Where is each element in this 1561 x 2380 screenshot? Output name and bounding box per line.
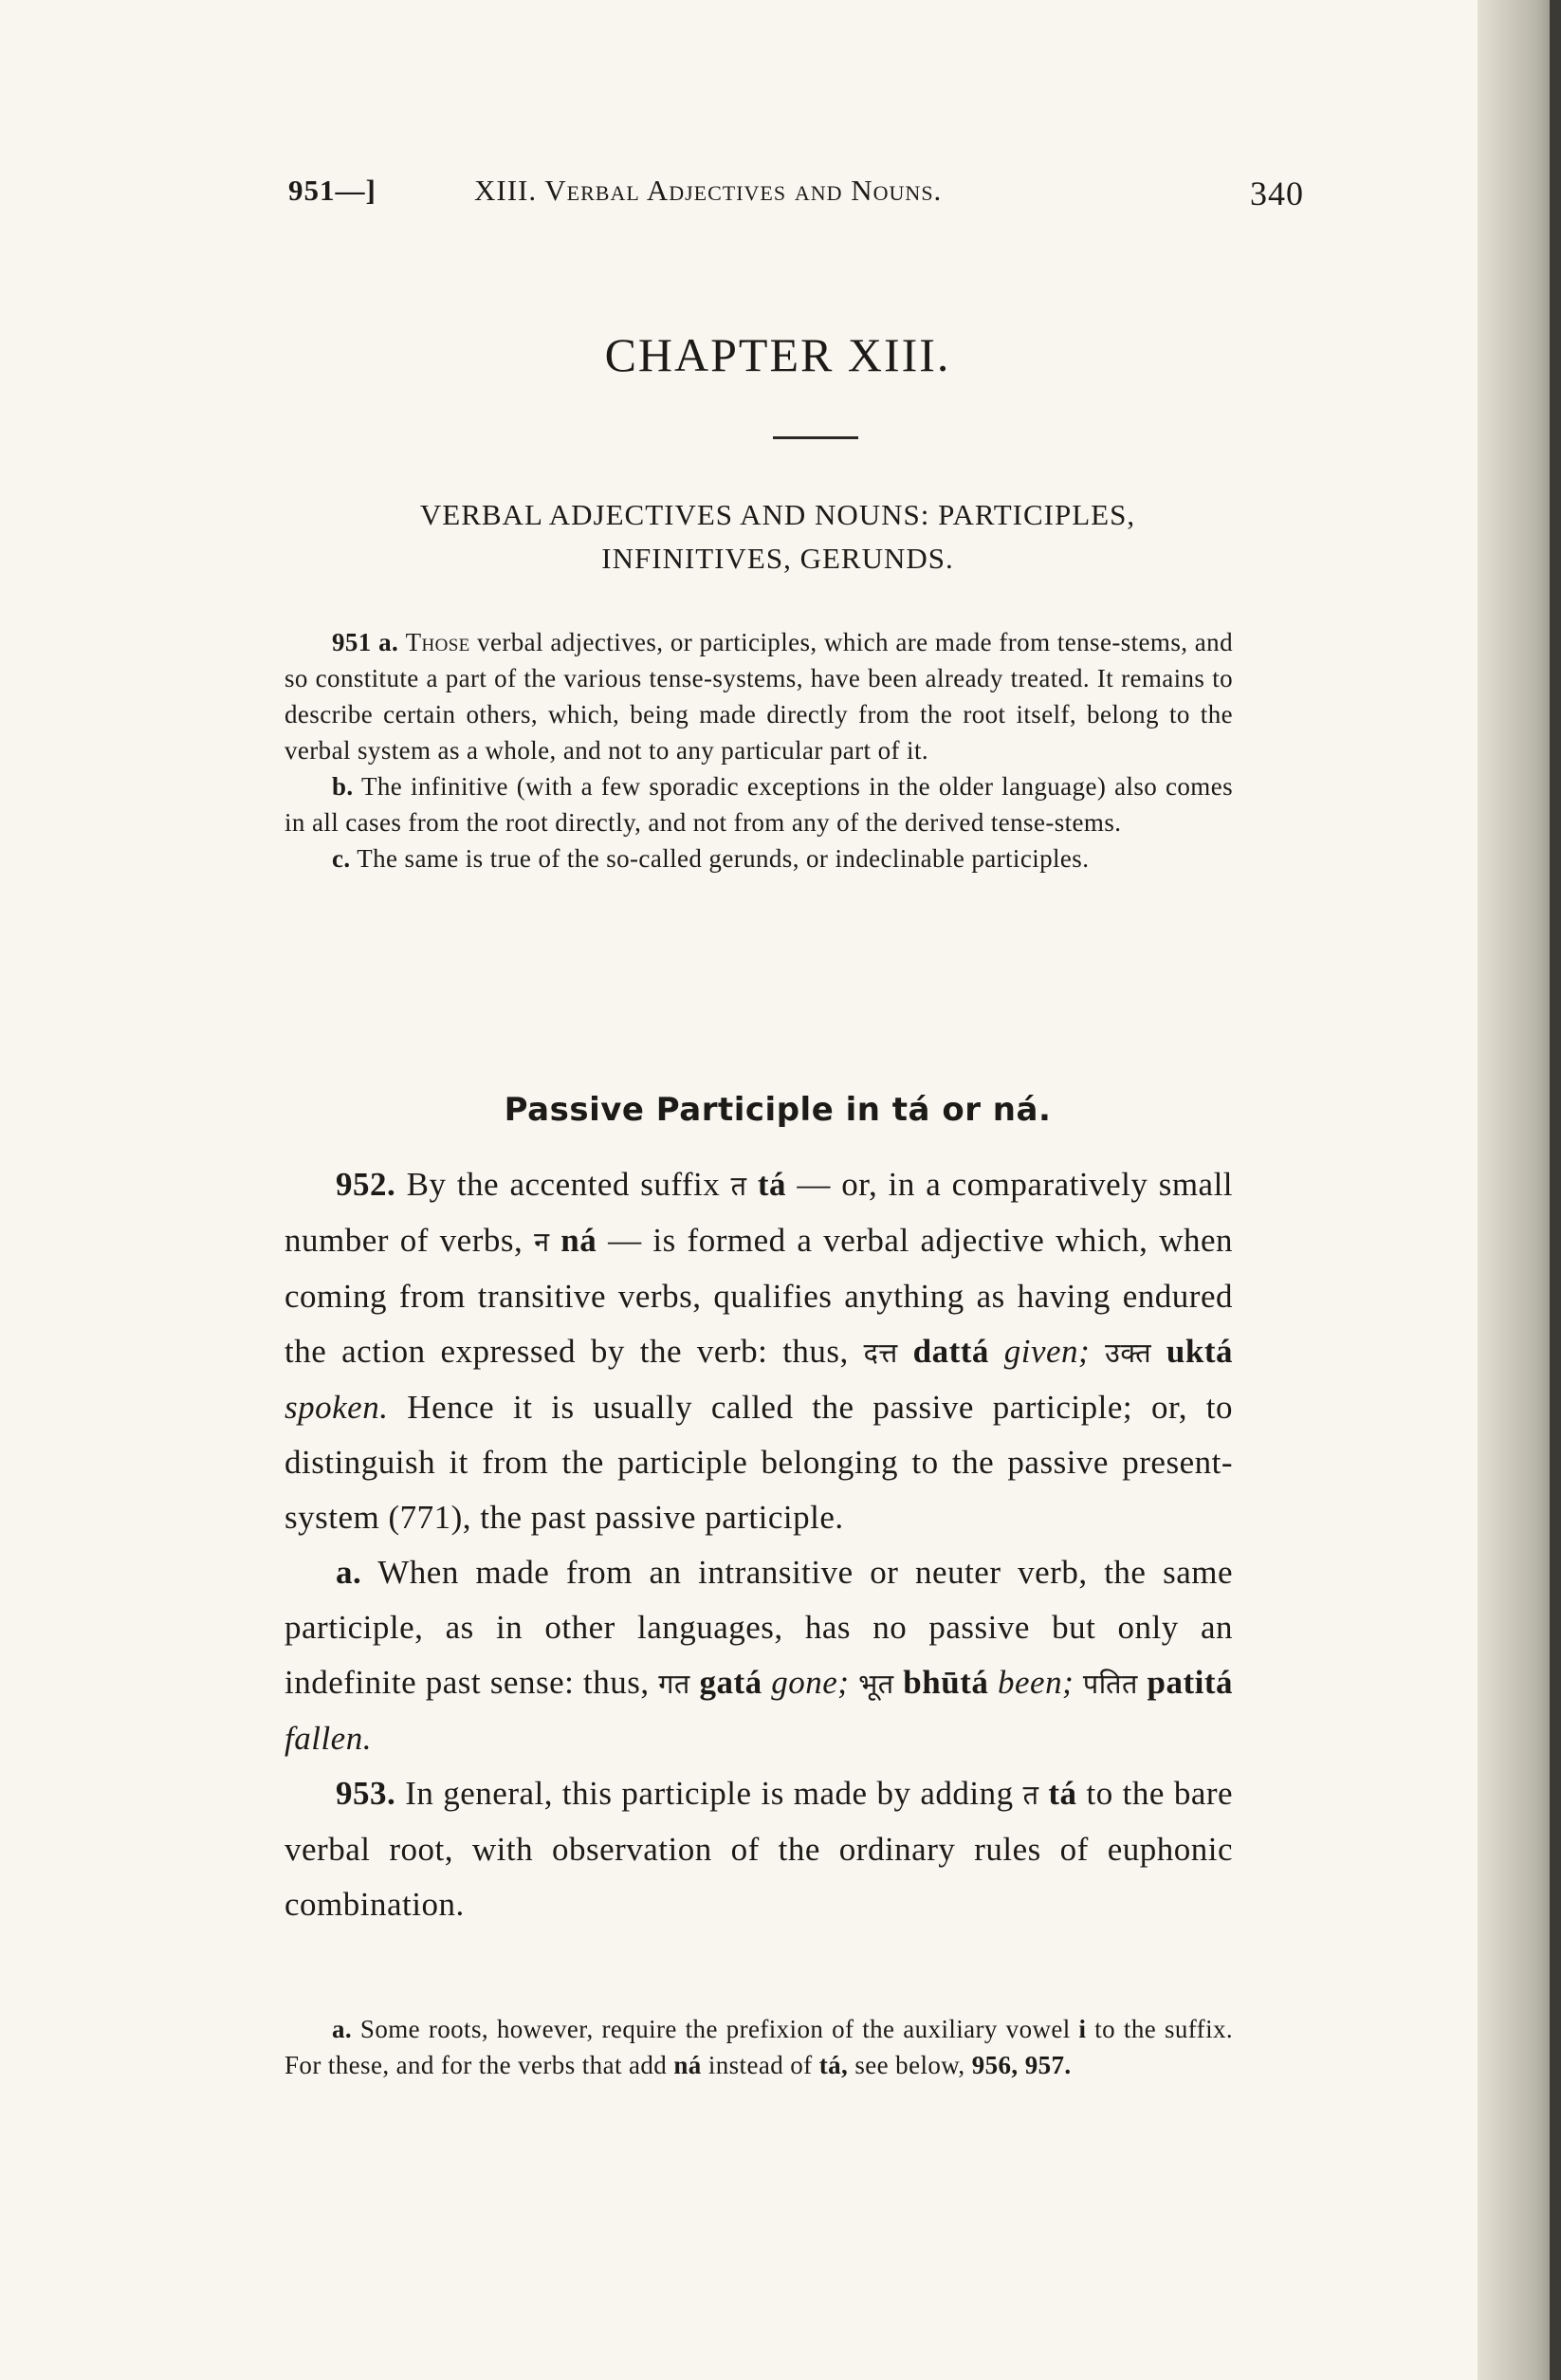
para-text: The same is true of the so-called gerunds, or indeclinable participles. xyxy=(357,844,1090,873)
paragraph-952-block xyxy=(285,1157,1233,1932)
devanagari-form: गत xyxy=(658,1668,690,1700)
page-edge-shadow xyxy=(1478,0,1561,2380)
devanagari-form: न xyxy=(534,1226,550,1258)
paragraph-951 xyxy=(285,624,1233,876)
transliteration: ná xyxy=(560,1222,597,1259)
devanagari-form: भूत xyxy=(858,1668,894,1700)
transliteration: ná xyxy=(673,2051,702,2079)
gloss: spoken. xyxy=(285,1389,389,1426)
title-rule xyxy=(773,436,858,439)
transliteration: tá xyxy=(1048,1775,1077,1812)
para-text: In general, this participle is made by adding xyxy=(405,1775,1014,1812)
para-text: instead of xyxy=(707,2051,813,2079)
para-text: verbal adjectives, or participles, which are made from tense-stems, and so constitute a part of the various tense-systems, have been already treated. It remains to describe certain others, which, being made directly from the root itself, belong to the verbal system as a whole, and not to any particular part of it. xyxy=(285,628,1233,765)
para-text: Some roots, however, require the prefixion of the auxiliary vowel xyxy=(359,2015,1071,2043)
para-label: 951 a. xyxy=(332,628,399,656)
transliteration: tá, xyxy=(818,2051,849,2079)
para-text: By the accented suffix xyxy=(406,1166,721,1203)
transliteration: patitá xyxy=(1147,1664,1233,1701)
paragraph-952a xyxy=(285,1545,1233,1766)
para-text: Hence it is usually called the passive participle; or, to distinguish it from the participle belonging to the passive present-system (771), the past passive participle. xyxy=(285,1389,1234,1536)
chapter-title: CHAPTER XIII. xyxy=(604,328,951,381)
transliteration: gatá xyxy=(699,1664,762,1701)
cross-reference: 956, xyxy=(971,2051,1019,2079)
para-text: The infinitive (with a few sporadic exceptions in the older language) also comes in all cases from the root directly, and not from any of the derived tense-stems. xyxy=(285,772,1233,837)
para-text: to the bare verbal root, with observation of the ordinary rules of euphonic combination. xyxy=(285,1775,1234,1923)
paragraph-952 xyxy=(285,1157,1233,1545)
paragraph-953a xyxy=(285,2011,1233,2083)
para-text: see below, xyxy=(854,2051,965,2079)
running-head xyxy=(285,174,1375,212)
section-marker: 951—] xyxy=(288,174,376,207)
chapter-subtitle xyxy=(285,493,1271,581)
subtitle-line-2: INFINITIVES, GERUNDS. xyxy=(601,542,954,575)
gloss: been; xyxy=(998,1664,1074,1701)
devanagari-form: त xyxy=(1022,1779,1039,1811)
paragraph-953 xyxy=(285,1766,1233,1932)
running-title: XIII. Verbal Adjectives and Nouns. xyxy=(474,174,943,207)
para-text: — or, in a comparatively small number of verbs, xyxy=(285,1166,1234,1259)
paragraph-951a xyxy=(285,624,1233,768)
gloss: fallen. xyxy=(285,1720,372,1757)
devanagari-form: दत्त xyxy=(863,1337,898,1369)
lead-word: Those xyxy=(405,628,470,656)
devanagari-form: त xyxy=(730,1170,747,1202)
subtitle-line-1: VERBAL ADJECTIVES AND NOUNS: PARTICIPLES, xyxy=(419,498,1136,531)
transliteration: uktá xyxy=(1166,1333,1234,1370)
section-heading: Passive Participle in tá or ná. xyxy=(504,1091,1052,1129)
paragraph-953a-block xyxy=(285,2011,1233,2083)
transliteration: i xyxy=(1078,2015,1087,2043)
gloss: gone; xyxy=(771,1664,850,1701)
para-label: a. xyxy=(332,2015,353,2043)
devanagari-form: उक्त xyxy=(1105,1337,1152,1369)
para-text: to the suffix. For these, and for the verbs that add xyxy=(285,2015,1234,2079)
para-label: 953. xyxy=(336,1775,396,1812)
para-label: a. xyxy=(336,1554,362,1591)
page-number: 340 xyxy=(1250,175,1304,212)
paragraph-951c xyxy=(285,840,1233,876)
para-label: b. xyxy=(332,772,354,801)
transliteration: bhūtá xyxy=(903,1664,989,1701)
para-label: 952. xyxy=(336,1166,396,1203)
transliteration: tá xyxy=(757,1166,787,1203)
devanagari-form: पतित xyxy=(1082,1668,1138,1700)
para-text: When made from an intransitive or neuter verb, the same participle, as in other languages, has no passive but only an indefinite past sense: thus, xyxy=(285,1554,1233,1701)
cross-reference: 957. xyxy=(1024,2051,1072,2079)
paragraph-951b xyxy=(285,768,1233,840)
para-text: — is formed a verbal adjective which, when coming from transitive verbs, qualifies anything as having endured the action expressed by the verb: thus, xyxy=(285,1222,1234,1370)
para-label: c. xyxy=(332,844,351,873)
gloss: given; xyxy=(1003,1333,1091,1370)
transliteration: dattá xyxy=(912,1333,989,1370)
